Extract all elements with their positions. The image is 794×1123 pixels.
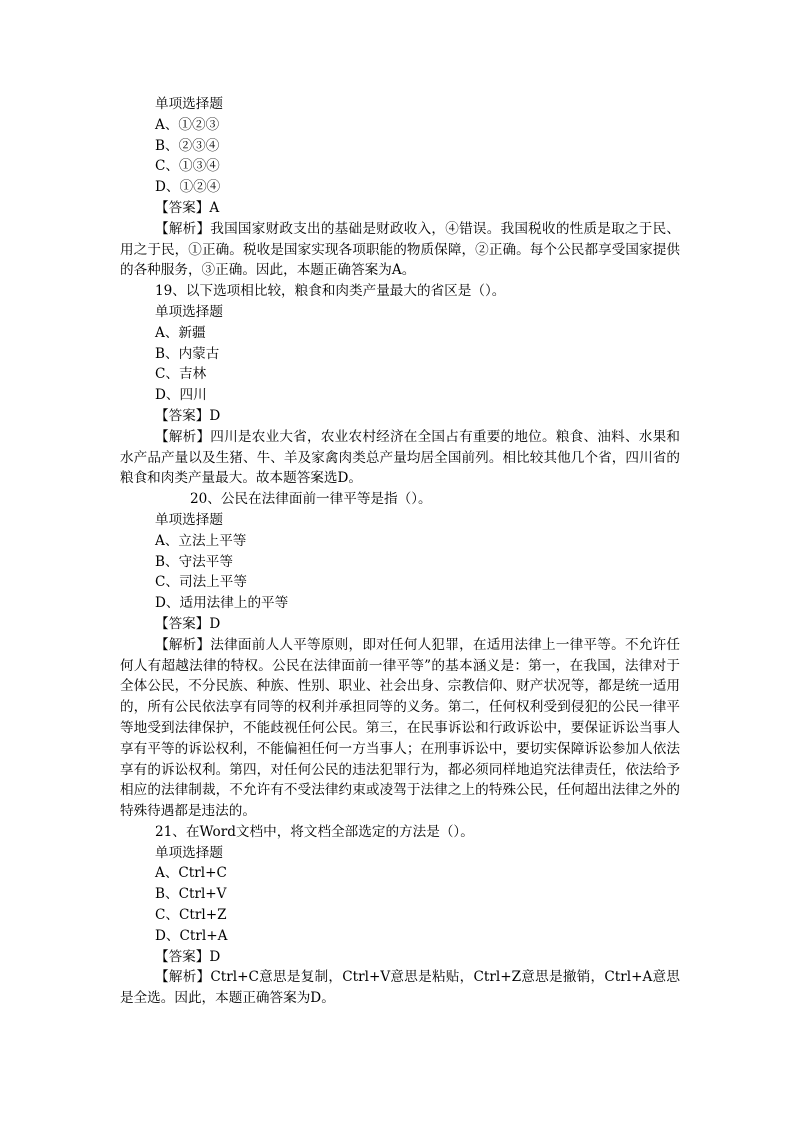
- answer: 【答案】D: [155, 407, 221, 424]
- option-d: D、Ctrl+A: [155, 927, 228, 944]
- question-type: 单项选择题: [155, 511, 223, 528]
- answer: 【答案】D: [155, 615, 221, 632]
- option-c: C、①③④: [155, 158, 220, 175]
- analysis: 【解析】Ctrl+C意思是复制，Ctrl+V意思是粘贴，Ctrl+Z意思是撤销，Ctrl+A意思是全选。因此，本题正确答案为D。: [120, 969, 680, 1007]
- option-a: A、立法上平等: [155, 532, 247, 549]
- question-stem: 20、公民在法律面前一律平等是指（）。: [190, 491, 432, 508]
- option-c: C、Ctrl+Z: [155, 907, 227, 924]
- answer: 【答案】A: [155, 199, 220, 216]
- option-b: B、②③④: [155, 137, 220, 154]
- option-a: A、①②③: [155, 116, 220, 133]
- document-body: [120, 94, 680, 1009]
- question-stem: 19、以下选项相比较，粮食和肉类产量最大的省区是（）。: [155, 283, 506, 300]
- option-d: D、①②④: [155, 179, 221, 196]
- question-type: 单项选择题: [155, 303, 223, 320]
- option-d: D、四川: [155, 387, 207, 404]
- analysis: 【解析】法律面前人人平等原则，即对任何人犯罪，在适用法律上一律平等。不允许任何人有超越法律的特权。公民在法律面前一律平等”的基本涵义是：第一，在我国，法律对于全体公民，不分民族、种族、性别、职业、社会出身、宗教信仰、财产状况等，都是统一适用的，所有公民依法享有同等的权利并承担同等的义务。第二，任何权利受到侵犯的公民一律平等地受到法律保护，不能歧视任何公民。第三，在民事诉讼和行政诉讼中，要保证诉讼当事人享有平等的诉讼权利，不能偏袒任何一方当事人；在刑事诉讼中，要切实保障诉讼参加人依法享有的诉讼权利。第四，对任何公民的违法犯罪行为，都必须同样地追究法律责任，依法给予相应的法律制裁，不允许有不受法律约束或凌驾于法律之上的特殊公民，任何超出法律之外的特殊待遇都是违法的。: [120, 636, 680, 820]
- option-a: A、新疆: [155, 324, 206, 341]
- option-b: B、守法平等: [155, 553, 233, 570]
- option-c: C、司法上平等: [155, 574, 247, 591]
- option-a: A、Ctrl+C: [155, 865, 227, 882]
- question-type: 单项选择题: [155, 844, 223, 861]
- question-type: 单项选择题: [155, 96, 223, 112]
- option-b: B、内蒙古: [155, 345, 220, 362]
- analysis: 【解析】我国国家财政支出的基础是财政收入，④错误。我国税收的性质是取之于民、用之于民，①正确。税收是国家实现各项职能的物质保障，②正确。每个公民都享受国家提供的各种服务，③正确。因此，本题正确答案为A。: [120, 220, 680, 279]
- option-d: D、适用法律上的平等: [155, 595, 289, 612]
- answer: 【答案】D: [155, 948, 221, 965]
- analysis: 【解析】四川是农业大省，农业农村经济在全国占有重要的地位。粮食、油料、水果和水产品产量以及生猪、牛、羊及家禽肉类总产量均居全国前列。相比较其他几个省，四川省的粮食和肉类产量最大。故本题答案选D。: [120, 428, 680, 487]
- option-c: C、吉林: [155, 366, 207, 383]
- option-b: B、Ctrl+V: [155, 886, 227, 903]
- question-stem: 21、在Word文档中，将文档全部选定的方法是（）。: [155, 823, 474, 840]
